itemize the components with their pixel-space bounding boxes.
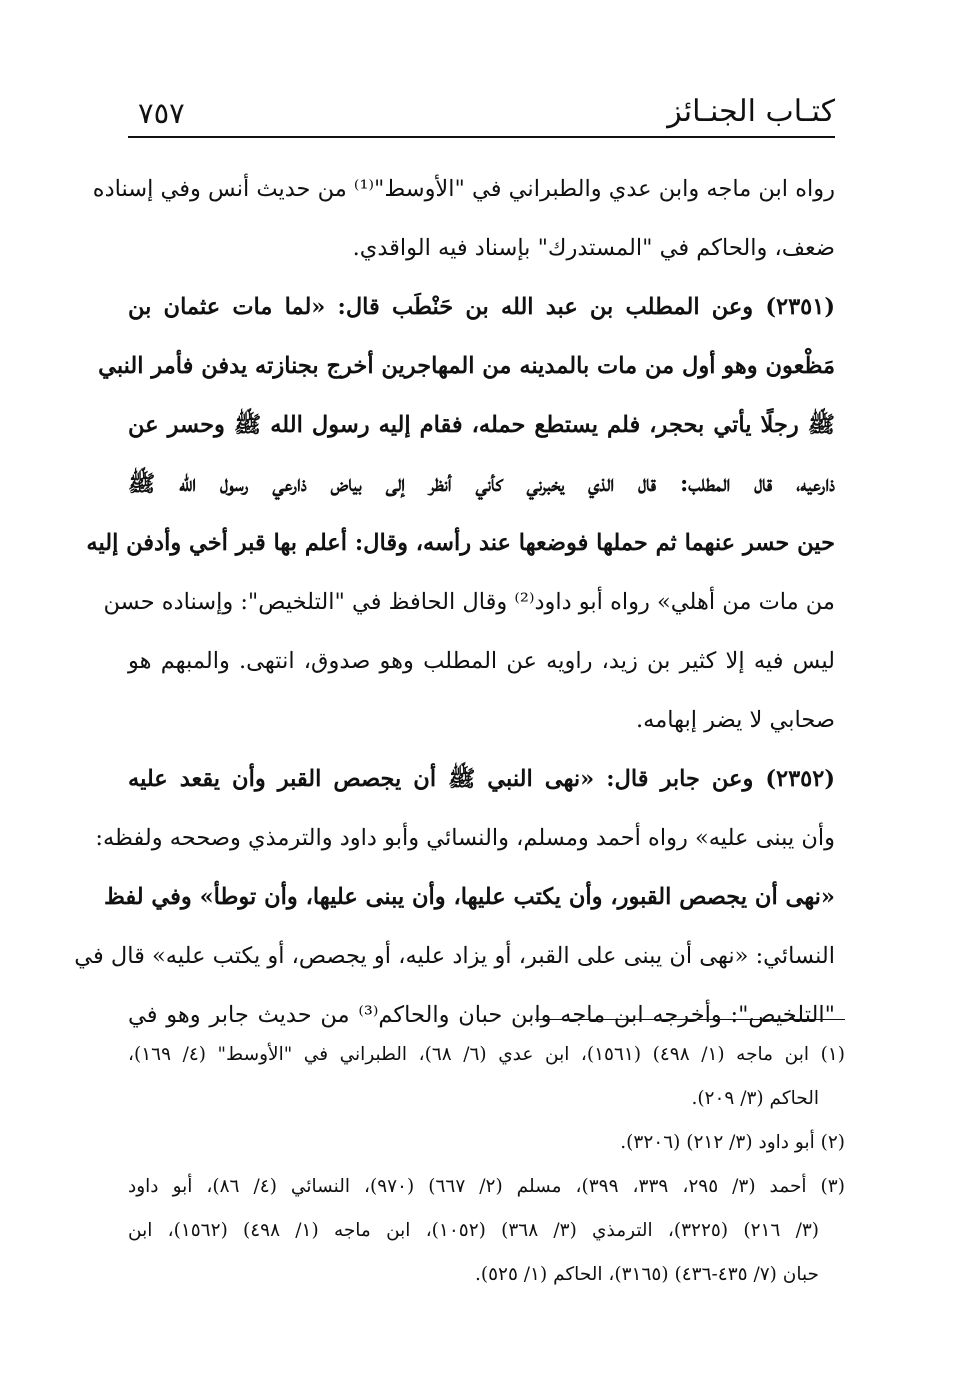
hadith-2351-line-3: ﷺ رجلًا يأتي بحجر، فلم يستطع حمله، فقام إليه رسول الله ﷺ وحسر عن <box>128 412 835 438</box>
hadith-2352-line-4: النسائي: «نهى أن يبنى على القبر، أو يزاد عليه، أو يجصص، أو يكتب عليه» قال في <box>74 943 835 969</box>
hadith-2351-line-7: ليس فيه إلا كثير بن زيد، راويه عن المطلب وهو صدوق، انتهى. والمبهم هو <box>128 648 835 674</box>
hadith-2352-line-5: "التلخيص": وأخرجه ابن ماجه وابن حبان والحاكم⁽³⁾ من حديث جابر وهو في <box>128 1002 835 1028</box>
text-line-2: ضعف، والحاكم في "المستدرك" بإسناد فيه الواقدي. <box>352 235 835 261</box>
hadith-2351-line-4: ذارعيه، قال المطلب: قال الذي يخبرني كأني أنظر إلى بياض ذارعي رسول الله ﷺ <box>128 471 835 497</box>
hadith-2351-line-1: (٢٣٥١) وعن المطلب بن عبد الله بن حَنْطَب قال: «لما مات عثمان بن <box>128 294 835 320</box>
footnote-1-line-2: الحاكم (٣/ ٢٠٩). <box>691 1088 819 1109</box>
footnotes <box>128 1033 845 1297</box>
footnote-divider <box>535 1019 845 1020</box>
text-line-1: رواه ابن ماجه وابن عدي والطبراني في "الأوسط"⁽¹⁾ من حديث أنس وفي إسناده <box>92 176 835 202</box>
hadith-2352-line-2: وأن يبنى عليه» رواه أحمد ومسلم، والنسائي وأبو داود والترمذي وصححه ولفظه: <box>95 825 835 851</box>
footnote-2: (٢) أبو داود (٣/ ٢١٢) (٣٢٠٦). <box>620 1132 845 1153</box>
page-header <box>128 96 835 138</box>
hadith-2351-line-2: مَظْعون وهو أول من مات بالمدينه من المهاجرين أخرج بجنازته يدفن فأمر النبي <box>98 353 835 379</box>
book-title: كتـاب الجنـائز <box>667 94 835 129</box>
hadith-2352-line-3: «نهى أن يجصص القبور، وأن يكتب عليها، وأن يبنى عليها، وأن توطأ» وفي لفظ <box>103 884 835 910</box>
footnote-3-line-3: حبان (٧/ ٤٣٥-٤٣٦) (٣١٦٥)، الحاكم (١/ ٥٢٥). <box>474 1264 819 1285</box>
footnote-3-line-2: (٣/ ٢١٦) (٣٢٢٥)، الترمذي (٣/ ٣٦٨) (١٠٥٢)، ابن ماجه (١/ ٤٩٨) (١٥٦٢)، ابن <box>128 1220 820 1241</box>
main-text <box>74 160 835 1045</box>
page-number: ٧٥٧ <box>138 96 185 130</box>
hadith-2351-line-5: حين حسر عنهما ثم حملها فوضعها عند رأسه، وقال: أعلم بها قبر أخي وأدفن إليه <box>86 530 835 556</box>
footnote-1-line-1: (١) ابن ماجه (١/ ٤٩٨) (١٥٦١)، ابن عدي (٦/ ٦٨)، الطبراني في "الأوسط" (٤/ ١٦٩)، <box>128 1044 845 1065</box>
hadith-2351-line-6: من مات من أهلي» رواه أبو داود⁽²⁾ وقال الحافظ في "التلخيص": وإسناده حسن <box>103 589 835 615</box>
hadith-2351-line-8: صحابي لا يضر إبهامه. <box>636 707 835 733</box>
footnote-3-line-1: (٣) أحمد (٣/ ٢٩٥، ٣٣٩، ٣٩٩)، مسلم (٢/ ٦٦٧) (٩٧٠)، النسائي (٤/ ٨٦)، أبو داود <box>128 1176 845 1197</box>
hadith-2352-line-1: (٢٣٥٢) وعن جابر قال: «نهى النبي ﷺ أن يجصص القبر وأن يقعد عليه <box>128 766 835 792</box>
